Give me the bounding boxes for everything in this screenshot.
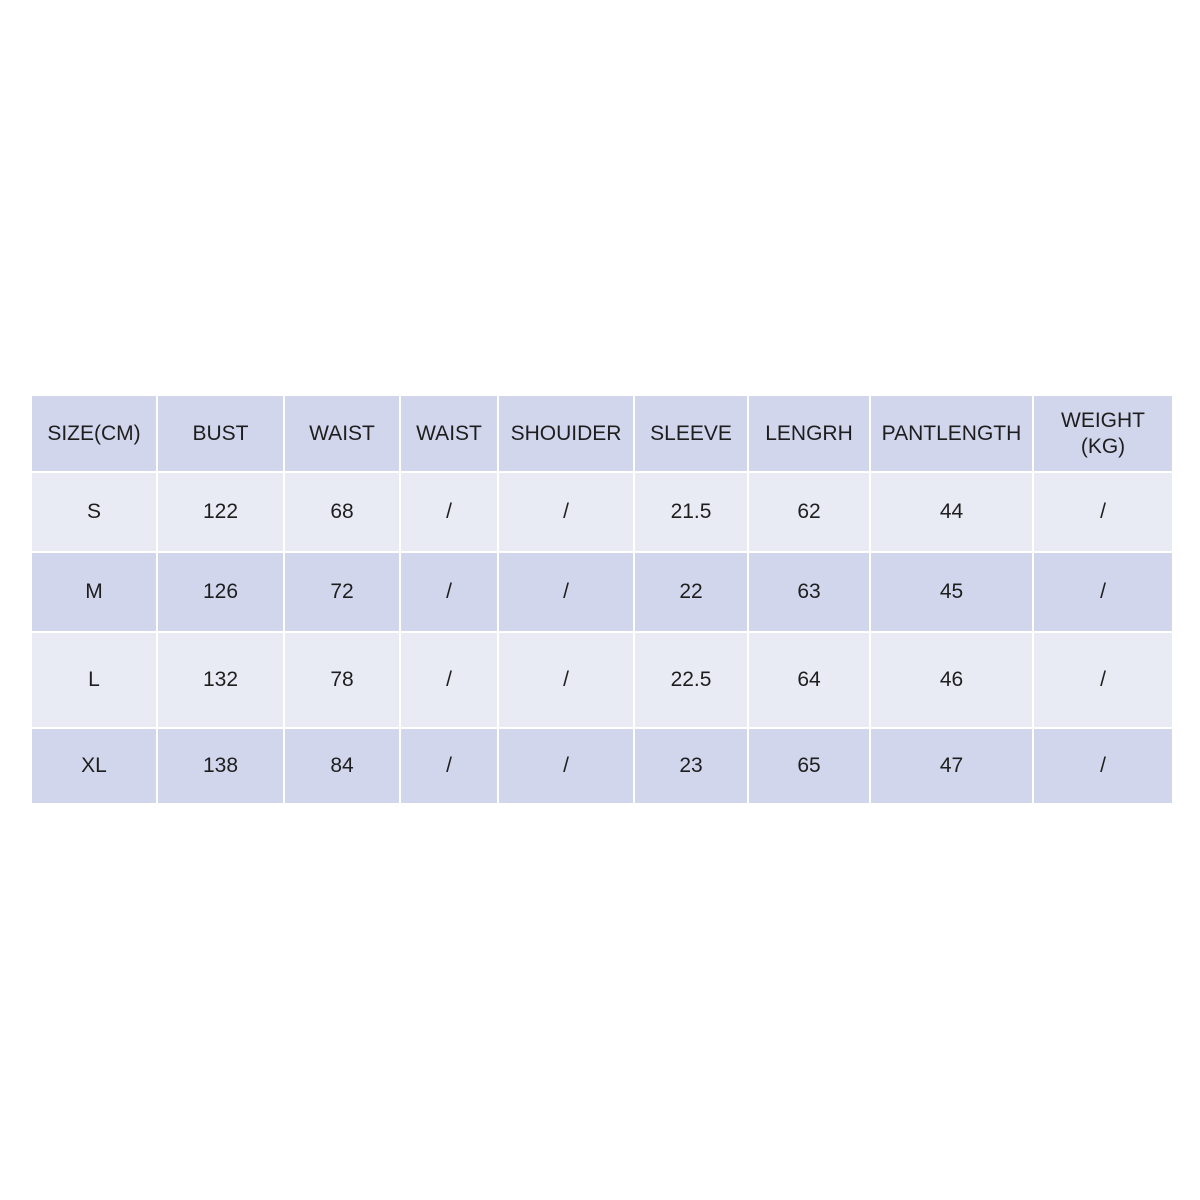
- table-row: [31, 728, 1173, 804]
- header-weight-line1: WEIGHT: [1061, 409, 1145, 433]
- table-cell: 23: [634, 728, 748, 804]
- table-cell: 64: [748, 632, 870, 728]
- size-chart-table: [30, 394, 1174, 805]
- header-cell-weight: [1033, 395, 1173, 472]
- table-cell: 78: [284, 632, 400, 728]
- table-cell: S: [31, 472, 157, 552]
- header-cell: SHOUIDER: [498, 395, 634, 472]
- table-row: [31, 632, 1173, 728]
- table-cell: /: [498, 552, 634, 632]
- table-cell: 63: [748, 552, 870, 632]
- table-cell: 126: [157, 552, 284, 632]
- table-cell: /: [400, 632, 498, 728]
- table-cell: 62: [748, 472, 870, 552]
- table-cell: L: [31, 632, 157, 728]
- table-cell: 44: [870, 472, 1033, 552]
- table-cell: 47: [870, 728, 1033, 804]
- header-cell: SLEEVE: [634, 395, 748, 472]
- table-cell: /: [400, 728, 498, 804]
- header-cell: WAIST: [400, 395, 498, 472]
- table-cell: 45: [870, 552, 1033, 632]
- header-weight-line2: (KG): [1080, 434, 1126, 458]
- table-cell: 46: [870, 632, 1033, 728]
- table-cell: /: [1033, 472, 1173, 552]
- table-cell: /: [1033, 728, 1173, 804]
- table-cell: /: [1033, 552, 1173, 632]
- table-cell: /: [400, 552, 498, 632]
- table-cell: /: [498, 728, 634, 804]
- table-cell: 65: [748, 728, 870, 804]
- table-cell: 68: [284, 472, 400, 552]
- table-cell: 22: [634, 552, 748, 632]
- table-cell: /: [1033, 632, 1173, 728]
- header-cell: SIZE(CM): [31, 395, 157, 472]
- table-cell: /: [400, 472, 498, 552]
- table-row: [31, 552, 1173, 632]
- table-header-row: [31, 395, 1173, 472]
- table-cell: 122: [157, 472, 284, 552]
- header-cell: LENGRH: [748, 395, 870, 472]
- table-cell: M: [31, 552, 157, 632]
- table-cell: 21.5: [634, 472, 748, 552]
- table-cell: XL: [31, 728, 157, 804]
- table-cell: /: [498, 632, 634, 728]
- table-cell: 138: [157, 728, 284, 804]
- header-cell: BUST: [157, 395, 284, 472]
- table-cell: 132: [157, 632, 284, 728]
- table-cell: 22.5: [634, 632, 748, 728]
- table-row: [31, 472, 1173, 552]
- table-cell: /: [498, 472, 634, 552]
- header-cell: WAIST: [284, 395, 400, 472]
- table-cell: 84: [284, 728, 400, 804]
- header-cell: PANTLENGTH: [870, 395, 1033, 472]
- table-cell: 72: [284, 552, 400, 632]
